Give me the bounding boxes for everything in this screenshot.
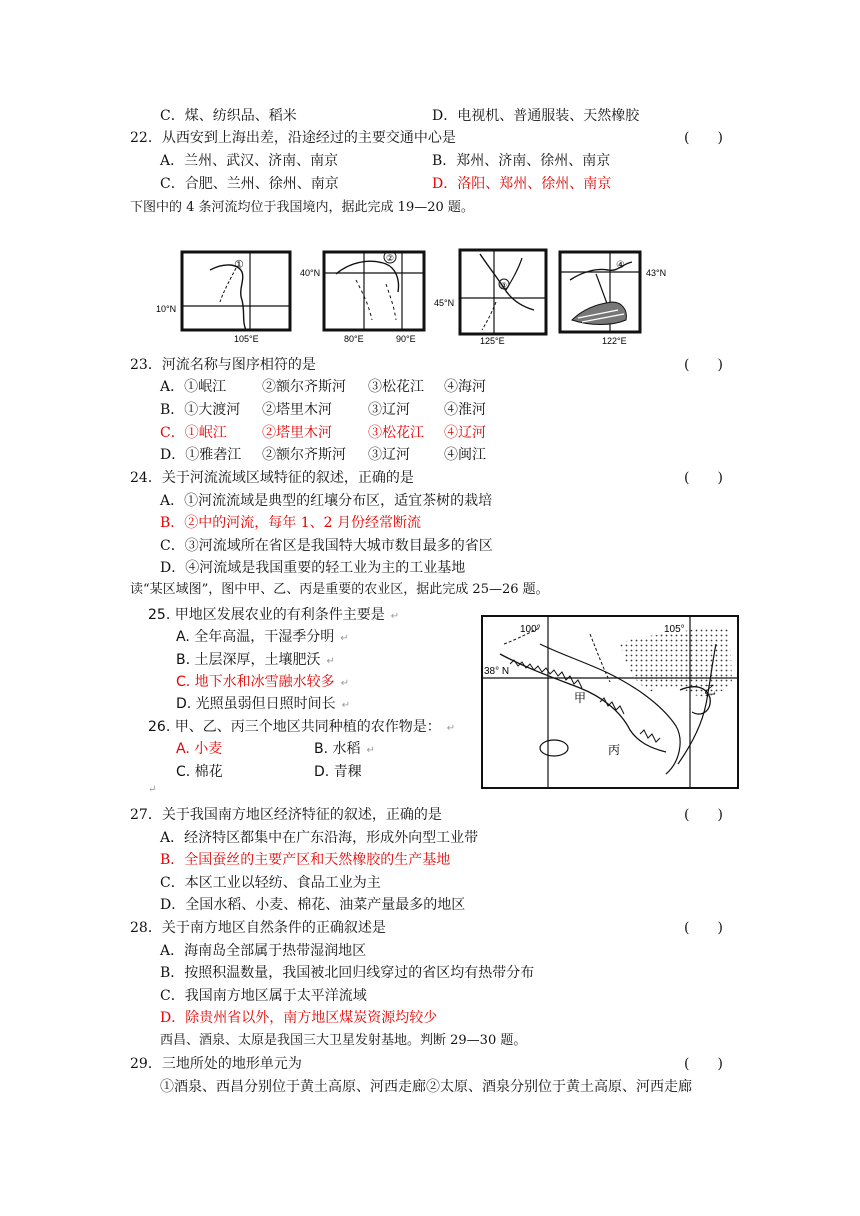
- region-map-figure: [480, 614, 740, 790]
- q24-answer-paren: ( ): [684, 470, 723, 486]
- river-map-1: [156, 252, 290, 344]
- q23-option-c-4: ④辽河: [444, 425, 486, 441]
- region-map-lon-100: 100°: [520, 624, 541, 635]
- q22-option-b: B．郑州、济南、徐州、南京: [432, 153, 611, 169]
- q24-option-d: D．④河流域是我国重要的轻工业为主的工业基地: [160, 560, 466, 576]
- river-map-1-number: ①: [234, 259, 244, 271]
- q27-answer-paren: ( ): [684, 807, 723, 823]
- river-map-2: [300, 251, 424, 344]
- intro-rivers: 下图中的 4 条河流均位于我国境内，据此完成 19—20 题。: [130, 200, 474, 215]
- q27-option-c: C．本区工业以轻纺、食品工业为主: [160, 875, 381, 891]
- intro-launch: 西昌、酒泉、太原是我国三大卫星发射基地。判断 29—30 题。: [160, 1033, 527, 1048]
- river-map-2-number: ②: [386, 253, 395, 263]
- q25-option-d: D. 光照虽弱但日照时间长 ↵: [176, 696, 351, 712]
- river-map-3-lon: 125°E: [480, 336, 505, 346]
- region-map-label-jia: 甲: [574, 691, 587, 705]
- q23-option-c-2: ②塔里木河: [262, 425, 332, 441]
- river-map-4-number: ④: [616, 260, 625, 271]
- q28-option-a: A．海南岛全部属于热带湿润地区: [160, 943, 367, 959]
- river-maps-figure: [150, 240, 690, 350]
- river-map-1-lat: 10°N: [156, 304, 177, 314]
- q24-option-b: B．②中的河流，每年 1、2 月份经常断流: [160, 515, 422, 531]
- q25-option-a: A. 全年高温，干湿季分明 ↵: [176, 629, 349, 645]
- q24-option-c: C．③河流域所在省区是我国特大城市数目最多的省区: [160, 538, 493, 554]
- q27-stem: 27．关于我国南方地区经济特征的叙述，正确的是: [130, 807, 442, 823]
- q25-option-c: C. 地下水和冰雪融水较多 ↵: [176, 674, 350, 690]
- q27-option-b: B．全国蚕丝的主要产区和天然橡胶的生产基地: [160, 852, 451, 868]
- q21-option-d: D．电视机、普通服装、天然橡胶: [432, 108, 640, 124]
- q23-stem: 23．河流名称与图序相符的是: [130, 357, 316, 373]
- river-map-2-lon1: 80°E: [344, 334, 364, 344]
- intro-region: 读“某区域图”，图中甲、乙、丙是重要的农业区，据此完成 25—26 题。: [130, 582, 549, 597]
- q23-option-d-4: ④闽江: [444, 447, 486, 463]
- q26-option-c: C. 棉花: [176, 764, 223, 780]
- q22-stem: 22．从西安到上海出差，沿途经过的主要交通中心是: [130, 130, 456, 146]
- q23-option-b-1: B．①大渡河: [160, 402, 241, 418]
- q23-option-d-1: D．①雅砻江: [160, 447, 242, 463]
- q29-answer-paren: ( ): [684, 1056, 723, 1072]
- q28-option-d: D．除贵州省以外，南方地区煤炭资源均较少: [160, 1010, 438, 1026]
- q23-option-d-3: ③辽河: [368, 447, 410, 463]
- river-map-2-lat: 40°N: [300, 268, 321, 278]
- q26-option-a: A. 小麦: [176, 741, 223, 757]
- q24-option-a: A．①河流流域是典型的红壤分布区，适宜茶树的栽培: [160, 493, 493, 509]
- q27-option-d: D．全国水稻、小麦、棉花、油菜产量最多的地区: [160, 897, 466, 913]
- q22-option-a: A．兰州、武汉、济南、南京: [160, 153, 339, 169]
- river-map-4-lon: 122°E: [602, 336, 627, 346]
- river-map-4: [560, 252, 666, 346]
- region-map-lon-105: 105°: [664, 624, 685, 635]
- q26-stem: 26. 甲、乙、丙三个地区共同种植的农作物是： ↵: [148, 719, 456, 735]
- q22-option-c: C．合肥、兰州、徐州、南京: [160, 176, 339, 192]
- river-map-3-number: ③: [500, 281, 508, 290]
- q29-option-statement: ①酒泉、西昌分别位于黄土高原、河西走廊②太原、酒泉分别位于黄土高原、河西走廊: [160, 1079, 692, 1095]
- q23-option-b-3: ③辽河: [368, 402, 410, 418]
- q28-option-c: C．我国南方地区属于太平洋流域: [160, 988, 367, 1004]
- region-map-lat-38: 38° N: [484, 666, 510, 677]
- q28-answer-paren: ( ): [684, 920, 723, 936]
- q21-option-c: C．煤、纺织品、稻米: [160, 108, 297, 124]
- river-map-4-lat: 43°N: [646, 268, 667, 278]
- q23-answer-paren: ( ): [684, 357, 723, 373]
- q23-option-b-4: ④淮河: [444, 402, 486, 418]
- river-map-3-lat: 45°N: [434, 298, 455, 308]
- q28-stem: 28．关于南方地区自然条件的正确叙述是: [130, 920, 386, 936]
- q22-option-d: D．洛阳、郑州、徐州、南京: [432, 176, 612, 192]
- river-map-1-lon: 105°E: [234, 334, 259, 344]
- q23-option-c-3: ③松花江: [368, 425, 424, 441]
- q26-option-d: D. 青稞: [314, 764, 362, 780]
- q23-option-a-2: ②额尔齐斯河: [262, 379, 346, 395]
- region-map-label-yi: 乙: [704, 683, 717, 697]
- q23-option-a-4: ④海河: [444, 379, 486, 395]
- q27-option-a: A．经济特区都集中在广东沿海，形成外向型工业带: [160, 830, 479, 846]
- q24-stem: 24．关于河流流域区域特征的叙述，正确的是: [130, 470, 414, 486]
- q23-option-a-1: A．①岷江: [160, 379, 227, 395]
- q28-option-b: B．按照积温数量，我国被北回归线穿过的省区均有热带分布: [160, 965, 535, 981]
- q22-answer-paren: ( ): [684, 130, 723, 146]
- q23-option-c-1: C．①岷江: [160, 425, 227, 441]
- river-map-2-lon2: 90°E: [396, 334, 416, 344]
- q23-option-d-2: ②额尔齐斯河: [262, 447, 346, 463]
- q23-option-a-3: ③松花江: [368, 379, 424, 395]
- region-map-label-bing: 丙: [608, 743, 621, 757]
- q26-option-b: B. 水稻 ↵: [314, 741, 375, 757]
- river-map-3: [434, 250, 546, 346]
- q25-option-b: B. 土层深厚，土壤肥沃 ↵: [176, 652, 335, 668]
- q29-stem: 29．三地所处的地形单元为: [130, 1056, 302, 1072]
- return-mark: ↵: [148, 784, 157, 795]
- q23-option-b-2: ②塔里木河: [262, 402, 332, 418]
- q25-stem: 25. 甲地区发展农业的有利条件主要是 ↵: [148, 607, 400, 623]
